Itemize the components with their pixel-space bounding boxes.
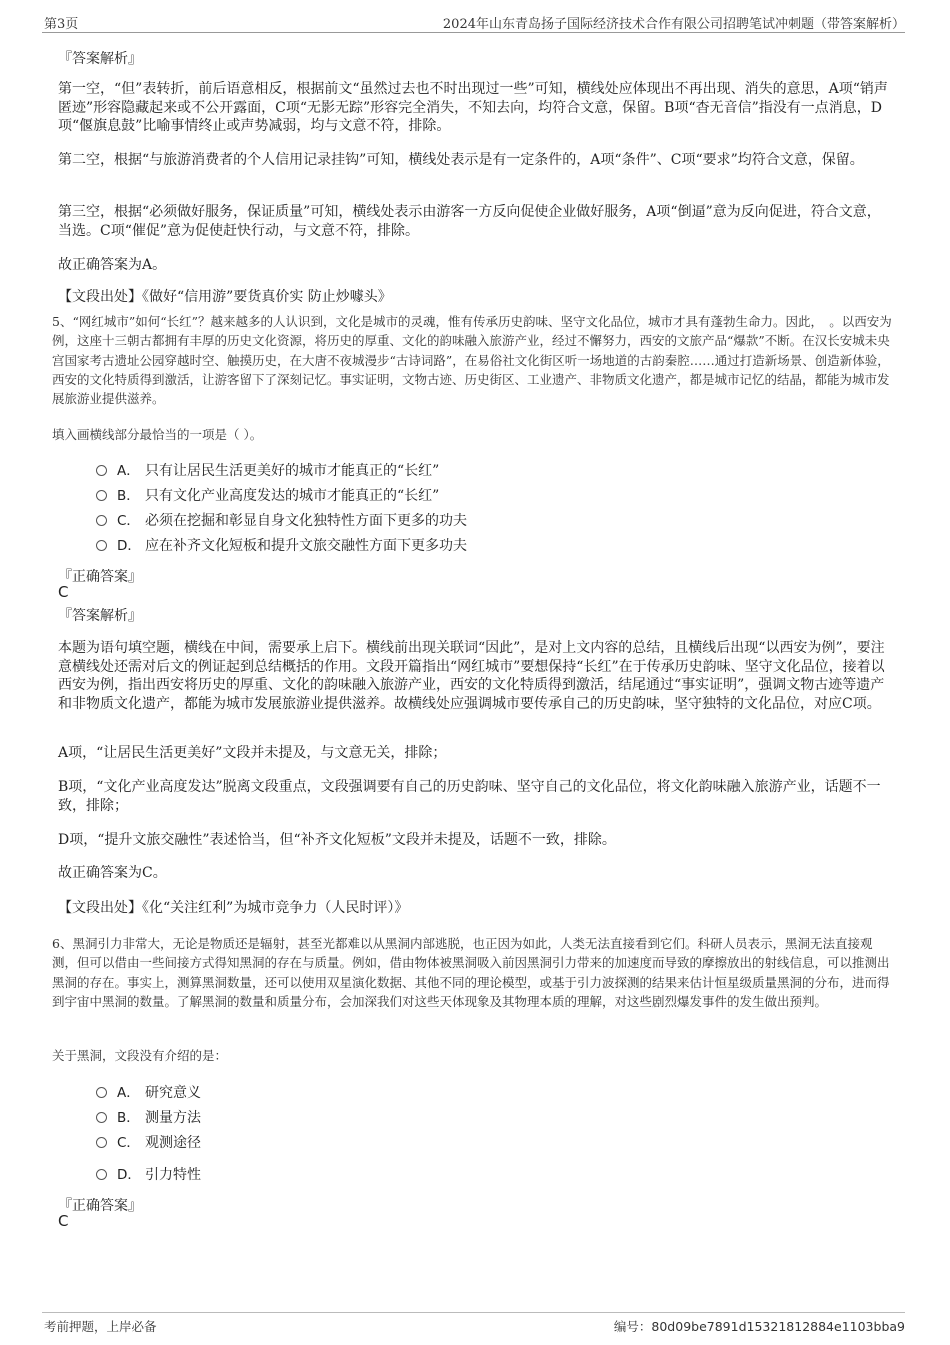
q6-option-c[interactable]: C． 观测途径	[96, 1134, 201, 1152]
q5-option-c[interactable]: C． 必须在挖掘和彰显自身文化独特性方面下更多的功夫	[96, 512, 467, 530]
analysis-label: 『答案解析』	[58, 608, 142, 624]
question-5-stem: 5、“网红城市”如何“长红”？越来越多的人认识到，文化是城市的灵魂，惟有传承历史韵味、坚守文化品位，城市才具有蓬勃生命力。因此， 。以西安为例，这座十三朝古都拥有丰厚的历史文化资源，将历史的厚重、文化的韵味融入旅游产业，经过不懈努力，西安的文旅产品“爆款”不断。在汉长安城未央宫国家考古遗址公园穿越时空、触摸历史，在大唐不夜城漫步“古诗词路”，在易俗社文化街区听一场地道的古韵秦腔……通过打造新场景、创造新体验，西安的文化特质得到激活，让游客留下了深刻记忆。事实证明，文物古迹、历史街区、工业遗产、非物质文化遗产，都是城市记忆的结晶，都能为城市发展旅游业提供滋养。	[52, 314, 892, 407]
q6-option-d[interactable]: D． 引力特性	[96, 1166, 201, 1184]
analysis-paragraph-2: 第二空，根据“与旅游消费者的个人信用记录挂钩”可知，横线处表示是有一定条件的，A项“条件”、C项“要求”均符合文意，保留。	[58, 152, 864, 168]
page-footer	[42, 1312, 905, 1337]
radio-icon[interactable]	[96, 515, 107, 526]
q5-option-b[interactable]: B． 只有文化产业高度发达的城市才能真正的“长红”	[96, 487, 439, 505]
page-header	[42, 10, 905, 33]
q5-option-a[interactable]: A． 只有让居民生活更美好的城市才能真正的“长红”	[96, 462, 439, 480]
correct-answer-label: 『正确答案』	[58, 1198, 142, 1214]
conclusion: 故正确答案为A。	[58, 257, 167, 273]
radio-icon[interactable]	[96, 1137, 107, 1148]
analysis-label: 『答案解析』	[58, 51, 142, 67]
document-code: 编号：80d09be7891d15321812884e1103bba9	[613, 1319, 905, 1334]
page-number: 第3页	[44, 17, 79, 32]
correct-answer: C	[58, 583, 69, 601]
analysis-option-d: D项，“提升文旅交融性”表述恰当，但“补齐文化短板”文段并未提及，话题不一致，排除。	[58, 832, 616, 848]
radio-icon[interactable]	[96, 540, 107, 551]
analysis-paragraph-1: 第一空，“但”表转折，前后语意相反，根据前文“虽然过去也不时出现过一些”可知，横线处应体现出不再出现、消失的意思，A项“销声匿迹”形容隐藏起来或不公开露面，C项“无影无踪”形容完全消失，不知去向，均符合文意，保留。B项“杳无音信”指没有一点消息，D项“偃旗息鼓”比喻事情终止或声势减弱，均与文意不符，排除。	[58, 81, 888, 134]
analysis-option-a: A项，“让居民生活更美好”文段并未提及，与文意无关，排除；	[58, 745, 447, 761]
source-citation: 【文段出处】《化“关注红利”为城市竞争力（人民时评）》	[58, 900, 409, 916]
document-title: 2024年山东青岛扬子国际经济技术合作有限公司招聘笔试冲刺题（带答案解析）	[442, 17, 905, 32]
analysis-paragraph-3: 第三空，根据“必须做好服务，保证质量”可知，横线处表示由游客一方反向促使企业做好服务，A项“倒逼”意为反向促进，符合文意，当选。C项“催促”意为促使赶快行动，与文意不符，排除。	[58, 204, 881, 239]
radio-icon[interactable]	[96, 1169, 107, 1180]
radio-icon[interactable]	[96, 1087, 107, 1098]
source-citation: 【文段出处】《做好“信用游”要货真价实 防止炒噱头》	[58, 289, 392, 305]
q6-option-b[interactable]: B． 测量方法	[96, 1109, 201, 1127]
q5-option-d[interactable]: D． 应在补齐文化短板和提升文旅交融性方面下更多功夫	[96, 537, 467, 555]
radio-icon[interactable]	[96, 1112, 107, 1123]
radio-icon[interactable]	[96, 465, 107, 476]
question-5-prompt: 填入画横线部分最恰当的一项是（ ）。	[52, 427, 263, 442]
radio-icon[interactable]	[96, 490, 107, 501]
correct-answer: C	[58, 1212, 69, 1230]
footer-slogan: 考前押题，上岸必备	[44, 1319, 157, 1334]
question-6-stem: 6、黑洞引力非常大，无论是物质还是辐射，甚至光都难以从黑洞内部逃脱，也正因为如此，人类无法直接看到它们。科研人员表示，黑洞无法直接观测，但可以借由一些间接方式得知黑洞的存在与质量。例如，借由物体被黑洞吸入前因黑洞引力带来的加速度而导致的摩擦放出的射线信息，可以推测出黑洞的存在。事实上，测算黑洞数量，还可以使用双星演化数据、其他不同的理论模型，或基于引力波探测的结果来估计恒星级质量黑洞的分布，进而得到宇宙中黑洞的数量。了解黑洞的数量和质量分布，会加深我们对这些天体现象及其物理本质的理解，对这些剧烈爆发事件的发生做出预判。	[52, 936, 890, 1009]
question-6-prompt: 关于黑洞，文段没有介绍的是：	[52, 1048, 228, 1063]
analysis-option-b: B项，“文化产业高度发达”脱离文段重点，文段强调要有自己的历史韵味、坚守自己的文化品位，将文化韵味融入旅游产业，话题不一致，排除；	[58, 779, 881, 814]
conclusion: 故正确答案为C。	[58, 865, 167, 881]
correct-answer-label: 『正确答案』	[58, 569, 142, 585]
q6-option-a[interactable]: A． 研究意义	[96, 1084, 201, 1102]
analysis-paragraph-1: 本题为语句填空题，横线在中间，需要承上启下。横线前出现关联词“因此”，是对上文内容的总结，且横线后出现“以西安为例”，要注意横线处还需对后文的例证起到总结概括的作用。文段开篇指出“网红城市”要想保持“长红”在于传承历史韵味、坚守文化品位，接着以西安为例，指出西安将历史的厚重、文化的韵味融入旅游产业，西安的文化特质得到激活，结尾通过“事实证明”，强调文物古迹等遗产和非物质文化遗产，都能为城市发展旅游业提供滋养。故横线处应强调城市要传承自己的历史韵味，坚守独特的文化品位，对应C项。	[58, 640, 885, 712]
